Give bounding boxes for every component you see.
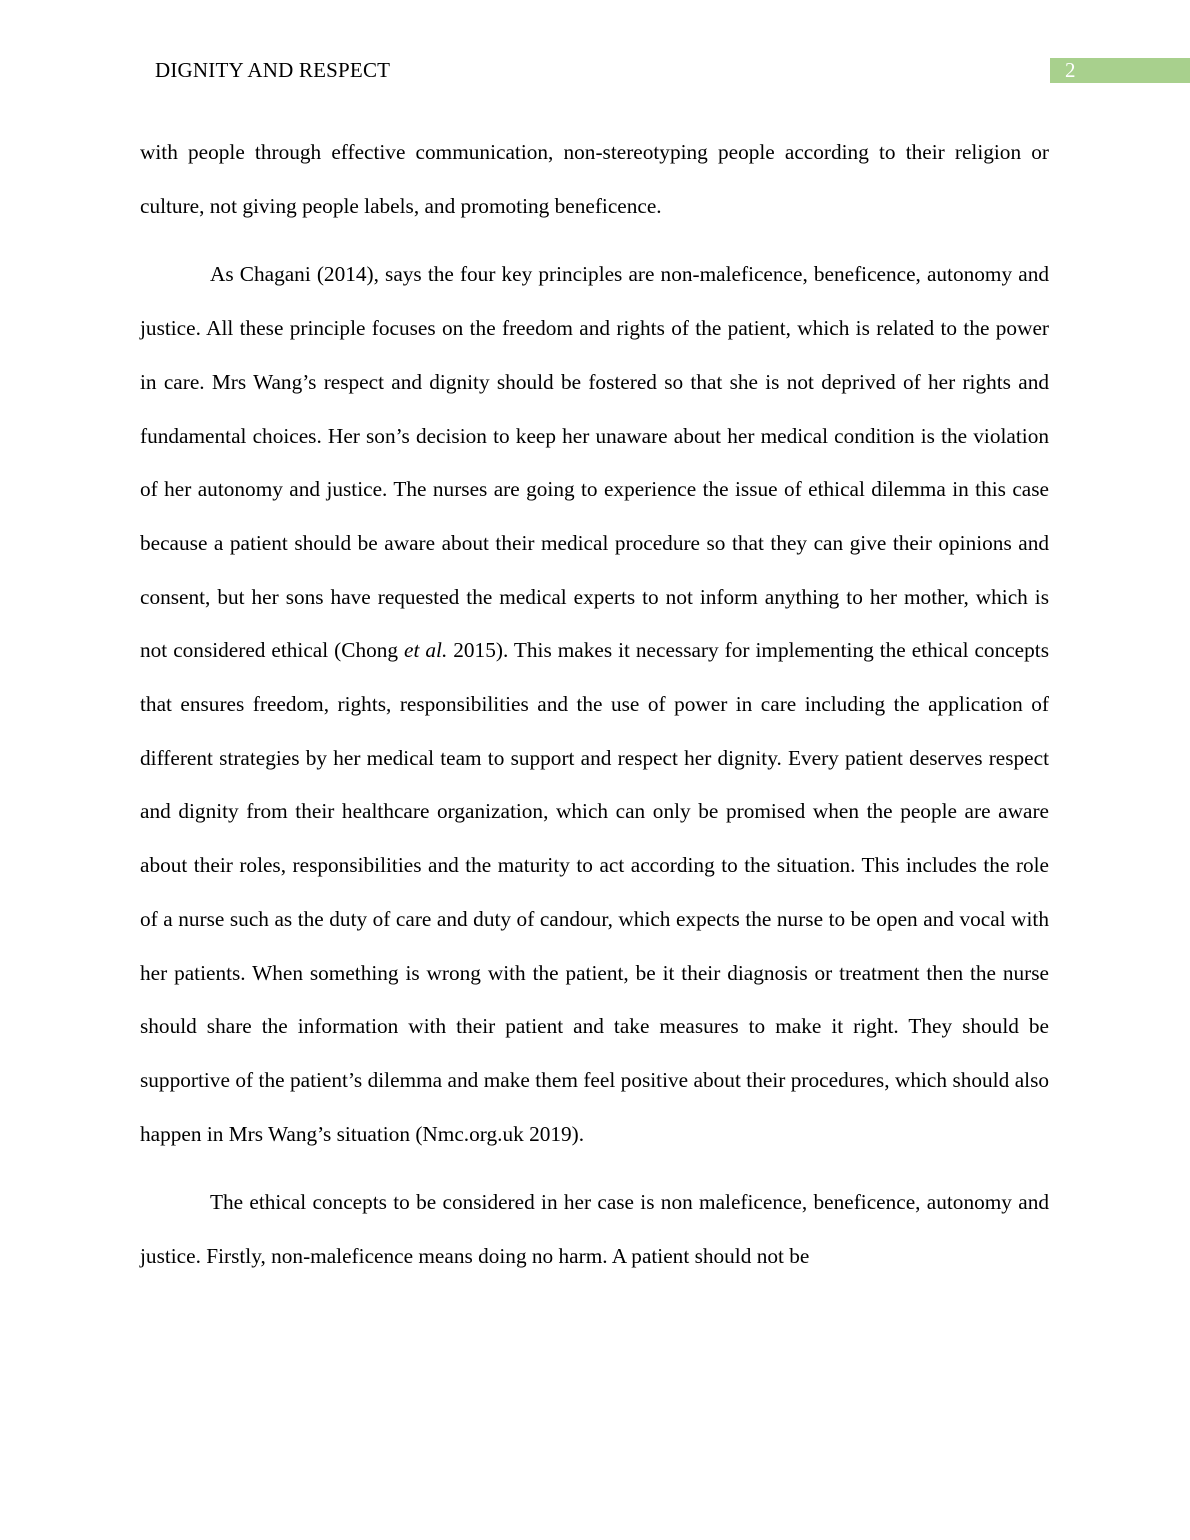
paragraph-principles (140, 248, 1049, 1161)
paragraph-continuation: with people through effective communication, non-stereotyping people according to their religion or culture, not giving people labels, and promoting beneficence. (140, 140, 1049, 218)
page-number: 2 (1065, 58, 1076, 82)
paragraph-ethical-concepts: The ethical concepts to be considered in her case is non maleficence, beneficence, autonomy and justice. Firstly, non-maleficence means doing no harm. A patient should not be (140, 1190, 1049, 1269)
paragraph-text: 2015). This makes it necessary for implementing the ethical concepts that ensures freedom, rights, responsibilities and the use of power in care including the application of different strategies by her medical team to support and respect her dignity. Every patient deserves respect and dignity from their healthcare organization, which can only be promised when the people are aware about their roles, responsibilities and the maturity to act according to the situation. This includes the role of a nurse such as the duty of care and duty of candour, which expects the nurse to be open and vocal with her patients. When something is wrong with the patient, be it their diagnosis or treatment then the nurse should share the information with their patient and take measures to make it right. They should be supportive of the patient’s dilemma and make them feel positive about their procedures, which should also happen in Mrs Wang’s situation (Nmc.org.uk 2019). (140, 638, 1049, 1146)
paragraph-text: As Chagani (2014), says the four key principles are non-maleficence, beneficence, autonomy and justice. All these principle focuses on the freedom and rights of the patient, which is related to the power in care. Mrs Wang’s respect and dignity should be fostered so that she is not deprived of her rights and fundamental choices. Her son’s decision to keep her unaware about her medical condition is the violation of her autonomy and justice. The nurses are going to experience the issue of ethical dilemma in this case because a patient should be aware about their medical procedure so that they can give their opinions and consent, but her sons have requested the medical experts to not inform anything to her mother, which is not considered ethical (Chong (140, 262, 1049, 663)
running-head: DIGNITY AND RESPECT (155, 58, 391, 82)
document-body (140, 126, 1049, 1284)
citation-et-al: et al. (404, 638, 448, 663)
page-number-box (1050, 58, 1190, 83)
